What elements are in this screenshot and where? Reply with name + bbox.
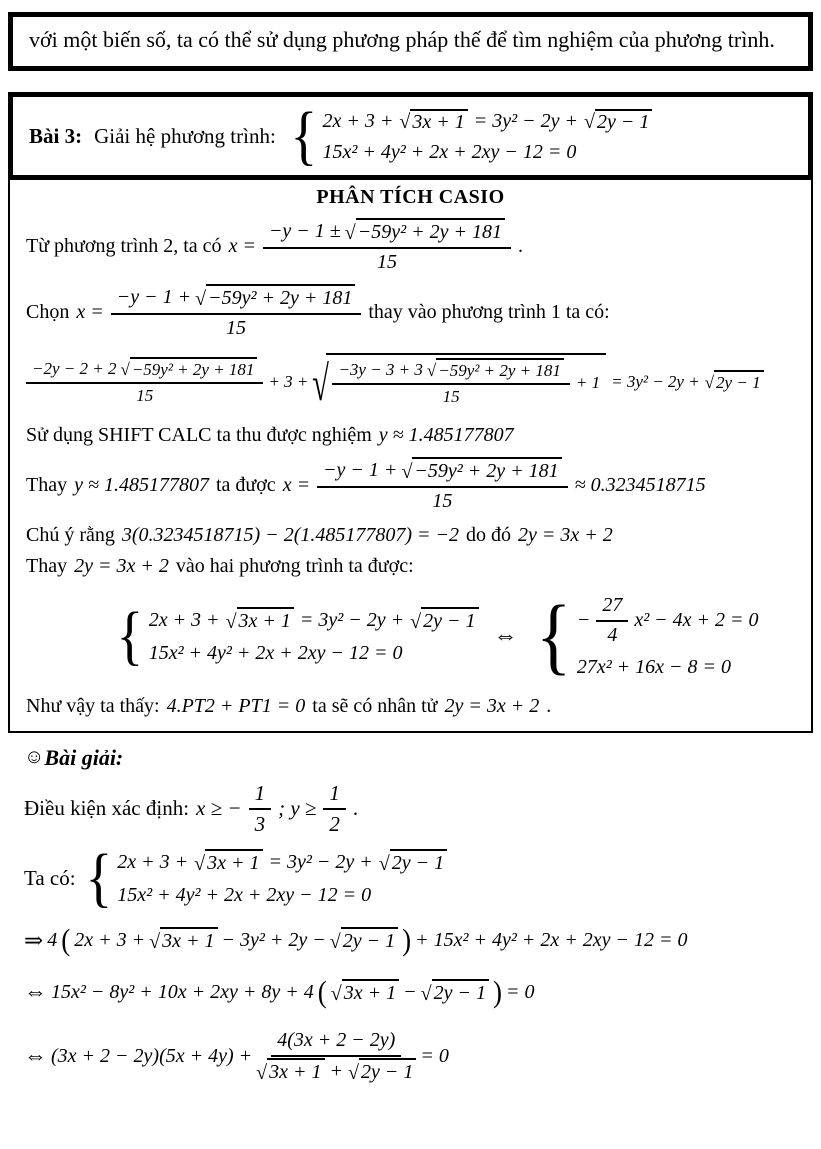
problem-system	[288, 98, 653, 172]
sqrt-2y-minus-1: √ 2y − 1	[348, 1058, 416, 1085]
casio-title: PHÂN TÍCH CASIO	[316, 186, 505, 208]
casio-line-2: Chọn x = −y − 1 + √ −59y² + 2y + 181 15 thay vào phương trình 1 ta có:	[26, 286, 610, 339]
open-paren: (	[61, 922, 71, 958]
left-system	[114, 598, 479, 672]
fraction: −y − 1 + √ −59y² + 2y + 181 15	[111, 284, 362, 341]
intro-text: với một biến số, ta có thể sử dụng phương pháp thế để tìm nghiệm của phương trình.	[29, 27, 775, 52]
sqrt-3x-plus-1: √ 3x + 1	[331, 979, 399, 1006]
fraction: 4(3x + 2 − 2y) √ 3x + 1 + √ 2y − 1	[256, 1028, 416, 1085]
sqrt-2y-minus-1: √ 2y − 1	[410, 607, 478, 634]
sqrt-3x-plus-1: √ 3x + 1	[194, 849, 262, 876]
radical-icon: √	[120, 360, 130, 380]
problem-prompt: Giải hệ phương trình:	[94, 123, 276, 148]
radical-icon: √	[704, 373, 715, 393]
problem-label: Bài 3:	[29, 123, 83, 148]
sqrt-nested-expression: √ −3y − 3 + 3 √ −59y² + 2y + 181 15 + 1	[313, 353, 606, 411]
iff-arrow: ⇔	[24, 979, 47, 1005]
implies-arrow: ⇒	[24, 927, 44, 953]
solution-step-3: ⇔ (3x + 2 − 2y)(5x + 4y) + 4(3x + 2 − 2y) √ 3x + 1 + √ 2y − 1 = 0	[24, 1028, 449, 1084]
iff-arrow: ⇔	[24, 1042, 47, 1068]
sqrt-2y-minus-1: √ 2y − 1	[379, 849, 447, 876]
system-brace: {	[290, 98, 318, 172]
system-brace: {	[535, 587, 571, 684]
casio-shift-calc-line: Sử dụng SHIFT CALC ta thu được nghiệm y ≈ 1.485177807	[26, 423, 514, 446]
sqrt-3x-plus-1: √ 3x + 1	[399, 109, 467, 134]
casio-line-5: Thay y ≈ 1.485177807 ta được x = −y − 1 + √ −59y² + 2y + 181 15 ≈ 0.3234518715	[26, 458, 706, 512]
solution-system	[83, 841, 448, 915]
close-paren: )	[492, 974, 502, 1009]
sqrt-discriminant: √ −59y² + 2y + 181	[401, 457, 561, 484]
system-brace: {	[116, 598, 144, 672]
system-brace: {	[84, 841, 112, 915]
radical-icon: √	[583, 110, 595, 133]
left-system-eq-2: 15x² + 4y² + 2x + 2xy − 12 = 0	[148, 641, 403, 664]
problem-box	[8, 92, 813, 180]
sqrt-2y-minus-1: √ 2y − 1	[705, 370, 764, 393]
casio-analysis-box	[8, 180, 813, 733]
casio-systems-comparison	[10, 587, 811, 684]
solution-section	[8, 733, 813, 1085]
right-system-eq-1: − $\frac{27}{4}$ x² − 4x + 2 = 0	[576, 593, 759, 646]
radical-icon: √	[312, 356, 330, 412]
solution-heading: ☺ Bài giải:	[24, 744, 124, 770]
radical-icon: √	[399, 110, 411, 133]
radical-icon: √	[348, 1061, 359, 1084]
radical-icon: √	[225, 610, 237, 633]
sqrt-discriminant: √ −59y² + 2y + 181	[345, 218, 505, 245]
open-paren: (	[317, 974, 327, 1009]
sqrt-2y-minus-1: √ 2y − 1	[330, 927, 398, 954]
sqrt-3x-plus-1: √ 3x + 1	[226, 607, 294, 634]
radical-icon: √	[410, 610, 422, 633]
fraction: $\frac{27}{4}$	[596, 593, 628, 648]
radical-icon: √	[378, 853, 390, 875]
solution-system-line: Ta có: { 2x + 3 + √ 3x + 1 = 3y² − 2y + √ 2y − 1 15x² + 4y² + 2x + 2xy − 12 = 0	[24, 849, 797, 908]
smiley-icon: ☺	[24, 746, 45, 768]
radical-icon: √	[149, 931, 161, 954]
sqrt-discriminant: √ −59y² + 2y + 181	[427, 358, 564, 381]
left-system-eq-1: 2x + 3 + √ 3x + 1 = 3y² − 2y + √ 2y − 1	[149, 607, 479, 634]
fraction: −y − 1 + √ −59y² + 2y + 181 15	[317, 457, 568, 514]
radical-icon: √	[401, 460, 413, 483]
casio-line-6: Chú ý rằng 3(0.3234518715) − 2(1.485177807) = −2 do đó 2y = 3x + 2	[26, 523, 613, 546]
right-system-eq-2: 27x² + 16x − 8 = 0	[576, 655, 732, 678]
sqrt-2y-minus-1: √ 2y − 1	[421, 979, 489, 1006]
fraction: −y − 1 ± √ −59y² + 2y + 181 15	[263, 218, 511, 275]
radical-icon: √	[344, 222, 356, 244]
close-paren: )	[402, 922, 412, 958]
solution-system-eq-2: 15x² + 4y² + 2x + 2xy − 12 = 0	[117, 884, 372, 906]
radical-icon: √	[426, 361, 437, 381]
radical-icon: √	[256, 1061, 268, 1084]
fraction-one-half: $\frac{1}{2}$	[323, 780, 346, 838]
casio-substituted-equation: −2y − 2 + 2 √ −59y² + 2y + 181 15 + 3 + √ −3y − 3 + 3 √ −59y² + 2y + 181 15 + 1 = 3y² − 2y + √ 2y − 1	[10, 353, 811, 411]
casio-line-7: Thay 2y = 3x + 2 vào hai phương trình ta được:	[26, 554, 414, 577]
solution-conditions: Điều kiện xác định: x ≥ − $\frac{1}{3}$ ; y ≥ $\frac{1}{2}$ .	[24, 780, 359, 836]
radical-icon: √	[420, 983, 432, 1006]
solution-step-2: ⇔ 15x² − 8y² + 10x + 2xy + 8y + 4 ( √ 3x + 1 − √ 2y − 1 ) = 0	[24, 976, 797, 1010]
problem-equation-2: 15x² + 4y² + 2x + 2xy − 12 = 0	[322, 140, 577, 163]
sqrt-3x-plus-1: √ 3x + 1	[149, 927, 217, 954]
right-system	[533, 587, 759, 684]
problem-equation-1: 2x + 3 + √ 3x + 1 = 3y² − 2y + √ 2y − 1	[323, 109, 653, 134]
radical-icon: √	[329, 931, 341, 954]
sqrt-3x-plus-1: √ 3x + 1	[256, 1058, 324, 1085]
fraction: −2y − 2 + 2 √ −59y² + 2y + 181 15	[26, 357, 263, 407]
fraction: −3y − 3 + 3 √ −59y² + 2y + 181 15	[332, 358, 569, 408]
fraction-one-third: $\frac{1}{3}$	[249, 780, 272, 838]
radical-icon: √	[330, 983, 342, 1006]
solution-system-eq-1: 2x + 3 + √ 3x + 1 = 3y² − 2y + √ 2y − 1	[117, 849, 447, 876]
radical-icon: √	[194, 853, 206, 875]
sqrt-2y-minus-1: √ 2y − 1	[584, 109, 652, 134]
intro-box	[8, 12, 813, 71]
iff-arrow: ⇔	[493, 623, 518, 649]
sqrt-discriminant: √ −59y² + 2y + 181	[120, 357, 257, 380]
casio-conclusion-line: Như vậy ta thấy: 4.PT2 + PT1 = 0 ta sẽ có nhân tử 2y = 3x + 2 .	[26, 694, 552, 717]
sqrt-discriminant: √ −59y² + 2y + 181	[195, 284, 355, 311]
casio-line-1: Từ phương trình 2, ta có x = −y − 1 ± √ −59y² + 2y + 181 15 .	[26, 220, 524, 273]
solution-step-1: ⇒ 4 ( 2x + 3 + √ 3x + 1 − 3y² + 2y − √ 2y − 1 ) + 15x² + 4y² + 2x + 2xy − 12 = 0	[24, 924, 797, 958]
radical-icon: √	[195, 288, 207, 310]
